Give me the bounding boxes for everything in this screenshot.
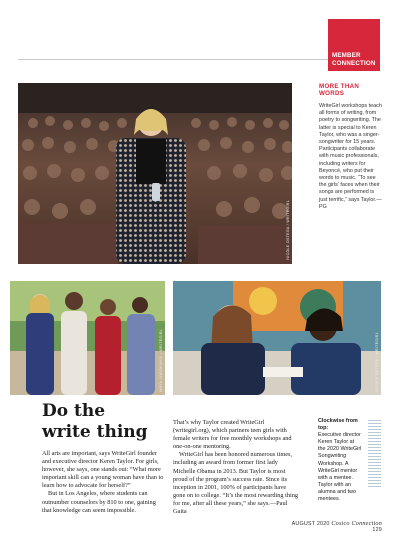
caption-lead: Clockwise from top:	[318, 418, 358, 432]
section-tab-line2: CONNECTION	[332, 59, 376, 67]
sidebar-title-line2: WORDS	[319, 90, 345, 97]
main-photo-credit: NICOLE OSTEGA / WRITEGIRL	[286, 200, 290, 260]
col1-paragraph-1: All arts are important, says WriteGirl founder and executive director Keren Taylor. For girls, however, she says, one stands out: “What more important skill can a young woman have than to learn how to advocate for herself?”	[42, 450, 164, 490]
page-folio	[284, 520, 382, 533]
headline-line2: write thing	[42, 422, 148, 442]
mentor-photo-credit: NICOLE OSTEGA / WRITEGIRL	[375, 332, 379, 392]
headline-line1: Do the	[42, 401, 106, 421]
article-headline	[42, 401, 172, 443]
main-photo	[18, 83, 292, 264]
folio-magazine: Costco Connection	[331, 520, 382, 527]
section-tab-line1: MEMBER	[332, 52, 361, 59]
group-photo-credit: MAYA SOROKAHSI / WRITEGIRL	[159, 329, 163, 392]
sidebar-body: WriteGirl workshops teach all forms of writing, from poetry to songwriting. The latter is special to Keren Taylor, who was a singer-songwriter for 15 years. Participants collaborate with music professionals, including writers for Beyoncé, who put their words to music. “To see the girls’ faces when their songs are performed is just terrific,” says Taylor.—PG	[319, 103, 382, 210]
section-tab	[328, 19, 380, 71]
decorative-stripes	[368, 420, 381, 488]
col2-paragraph-1: That’s why Taylor created WriteGirl (writegirl.org), which partners teen girls with female writers for free monthly workshops and one-on-one mentoring.	[173, 419, 292, 451]
folio-date: AUGUST 2020	[291, 521, 330, 527]
article-column-2	[173, 419, 299, 516]
sidebar-title	[319, 83, 381, 97]
top-rule	[18, 59, 380, 60]
caption-text: Executive director Keren Taylor at the 2020 WriteGirl Songwriting Workshop. A WriteGirl mentor with a mentee. Taylor with an alumna and two mentees.	[318, 432, 362, 503]
group-photo	[10, 281, 165, 395]
sidebar-title-line1: MORE THAN	[319, 83, 360, 90]
mentor-photo	[173, 281, 381, 395]
folio-page-number: 129	[372, 527, 382, 533]
col1-paragraph-2: But in Los Angeles, where students can outnumber counselors by 810 to one, gaining that knowledge can seem impossible.	[42, 490, 156, 514]
col2-paragraph-2: WriteGirl has been honored numerous times, including an award from former first lady Michelle Obama in 2013. But Taylor is most proud of the program’s success rate. Since its inception in 2001, 100% of participants have gone on to college. “It’s the most rewarding thing for me, after all these years,” she says.—Paul Gaita	[173, 451, 299, 516]
article-column-1	[42, 450, 166, 515]
photo-caption	[318, 418, 362, 503]
